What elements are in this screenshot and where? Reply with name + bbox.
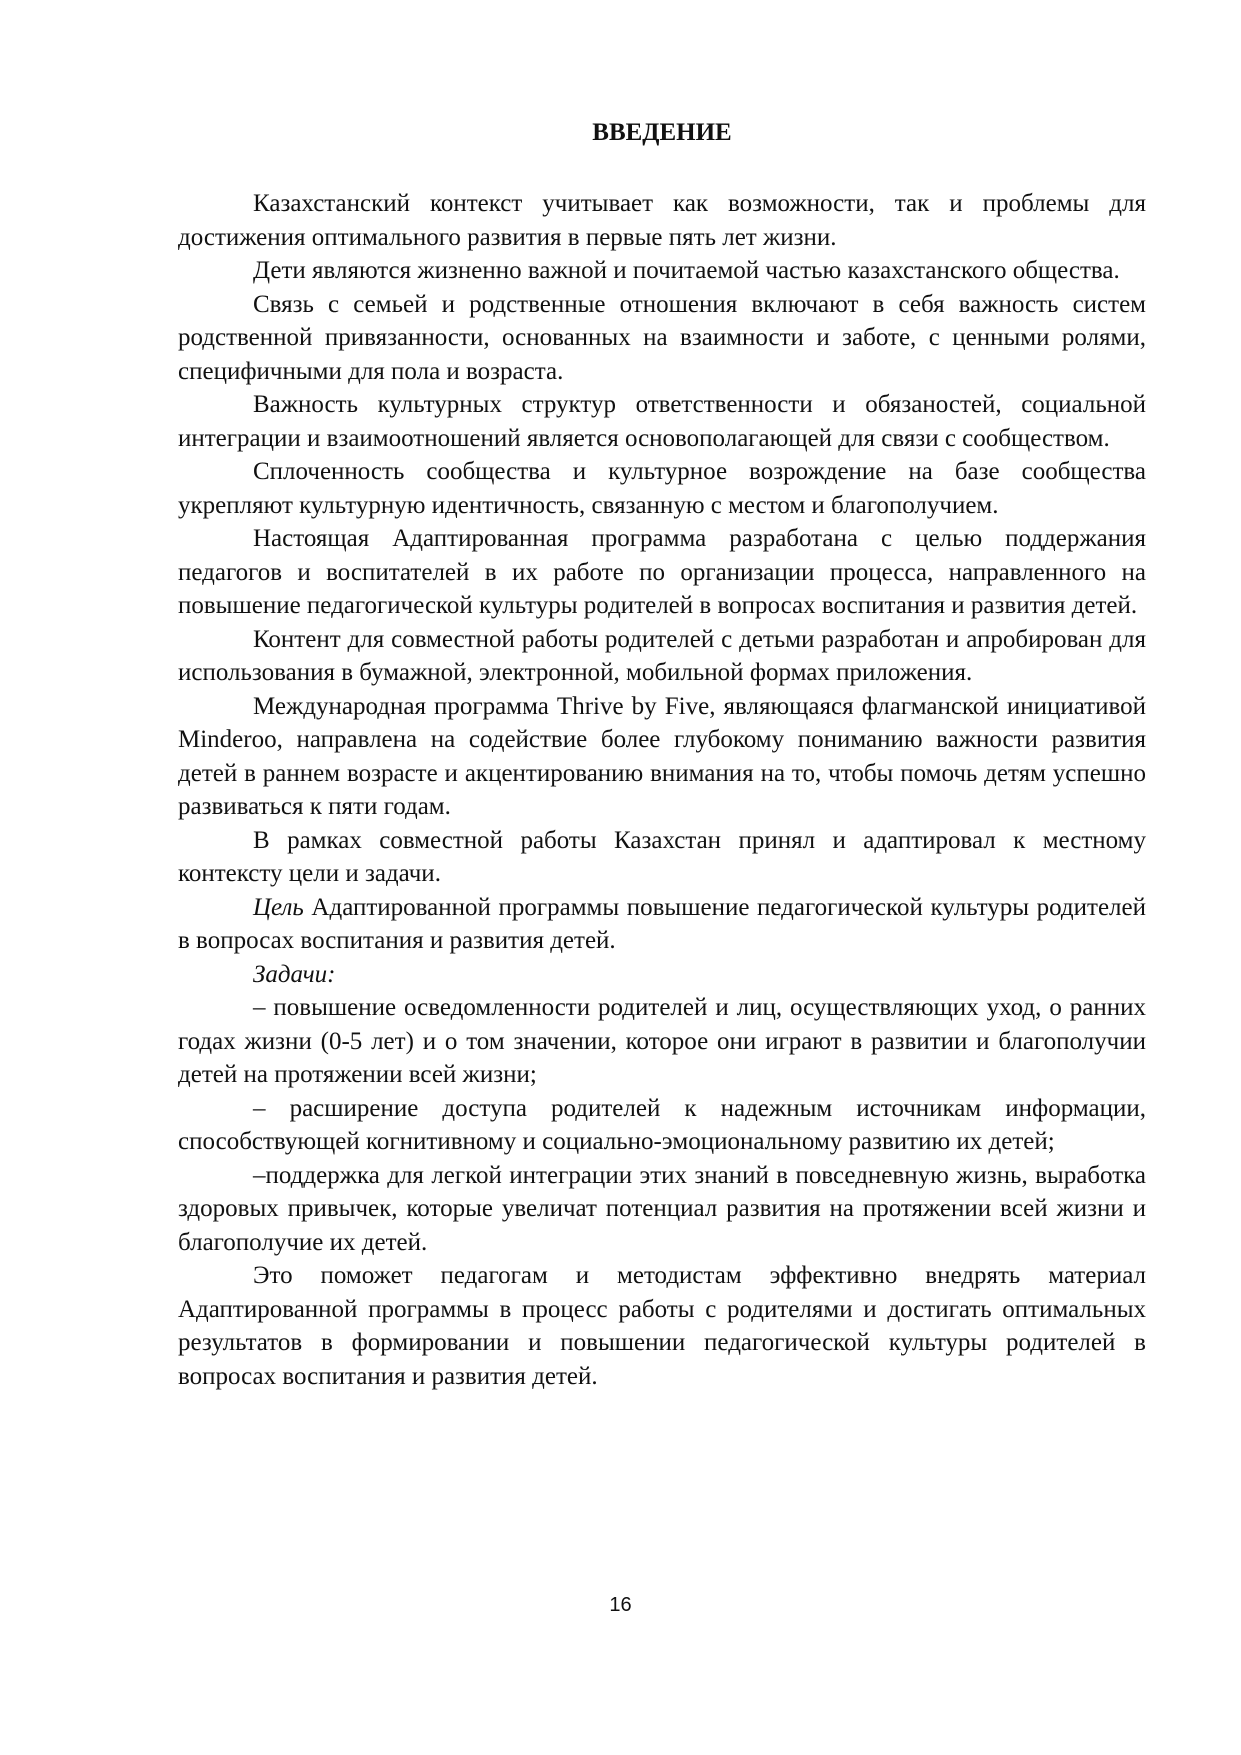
closing-paragraph: Это поможет педагогам и методистам эффективно внедрять материал Адаптированной программы в процесс работы с родителями и достигать оптимальных результатов в формировании и повышении педагогической культуры родителей в вопросах воспитания и развития детей. [178, 1262, 1146, 1390]
paragraph-3: Связь с семьей и родственные отношения включают в себя важность систем родственной привязанности, основанных на взаимности и заботе, с ценными ролями, специфичными для пола и возраста. [178, 290, 1146, 385]
page-number: 16 [609, 1594, 632, 1616]
paragraph-5: Сплоченность сообщества и культурное возрождение на базе сообщества укрепляют культурную идентичность, связанную с местом и благополучием. [178, 458, 1146, 519]
paragraph-1: Казахстанский контекст учитывает как возможности, так и проблемы для достижения оптимального развития в первые пять лет жизни. [178, 190, 1146, 251]
paragraph-2: Дети являются жизненно важной и почитаемой частью казахстанского общества. [253, 257, 1120, 284]
task-item-1: – повышение осведомленности родителей и лиц, осуществляющих уход, о ранних годах жизни (0-5 лет) и о том значении, которое они играют в развитии и благополучии детей на протяжении всей жизни; [178, 994, 1146, 1088]
task-item-3: –поддержка для легкой интеграции этих знаний в повседневную жизнь, выработка здоровых привычек, которые увеличат потенциал развития на протяжении всей жизни и благополучие их детей. [178, 1161, 1146, 1256]
goal-label: Цель [253, 893, 304, 921]
paragraph-7: Контент для совместной работы родителей с детьми разработан и апробирован для использования в бумажной, электронной, мобильной формах приложения. [178, 625, 1146, 686]
task-item-2: – расширение доступа родителей к надежным источникам информации, способствующей когнитивному и социально-эмоциональному развитию их детей; [178, 1094, 1146, 1155]
paragraph-9: В рамках совместной работы Казахстан принял и адаптировал к местному контексту цели и задачи. [178, 826, 1146, 887]
paragraph-4: Важность культурных структур ответственности и обязаностей, социальной интеграции и взаимоотношений является основополагающей для связи с сообществом. [178, 391, 1146, 452]
tasks-list [178, 991, 1146, 1259]
document-body [178, 116, 1146, 1393]
goal-paragraph [178, 891, 1146, 958]
tasks-heading [178, 958, 1146, 992]
goal-text: Адаптированной программы повышение педагогической культуры родителей в вопросах воспитания и развития детей. [178, 893, 1146, 954]
page-title: ВВЕДЕНИЕ [592, 119, 732, 146]
tasks-label: Задачи: [253, 960, 336, 988]
paragraph-6: Настоящая Адаптированная программа разработана с целью поддержания педагогов и воспитателей в их работе по организации процесса, направленного на повышение педагогической культуры родителей в вопросах воспитания и развития детей. [178, 525, 1146, 619]
paragraph-8: Международная программа Thrive by Five, являющаяся флагманской инициативой Minderoo, направлена на содействие более глубокому пониманию важности развития детей в раннем возрасте и акцентированию внимания на то, чтобы помочь детям успешно развиваться к пяти годам. [178, 692, 1146, 820]
